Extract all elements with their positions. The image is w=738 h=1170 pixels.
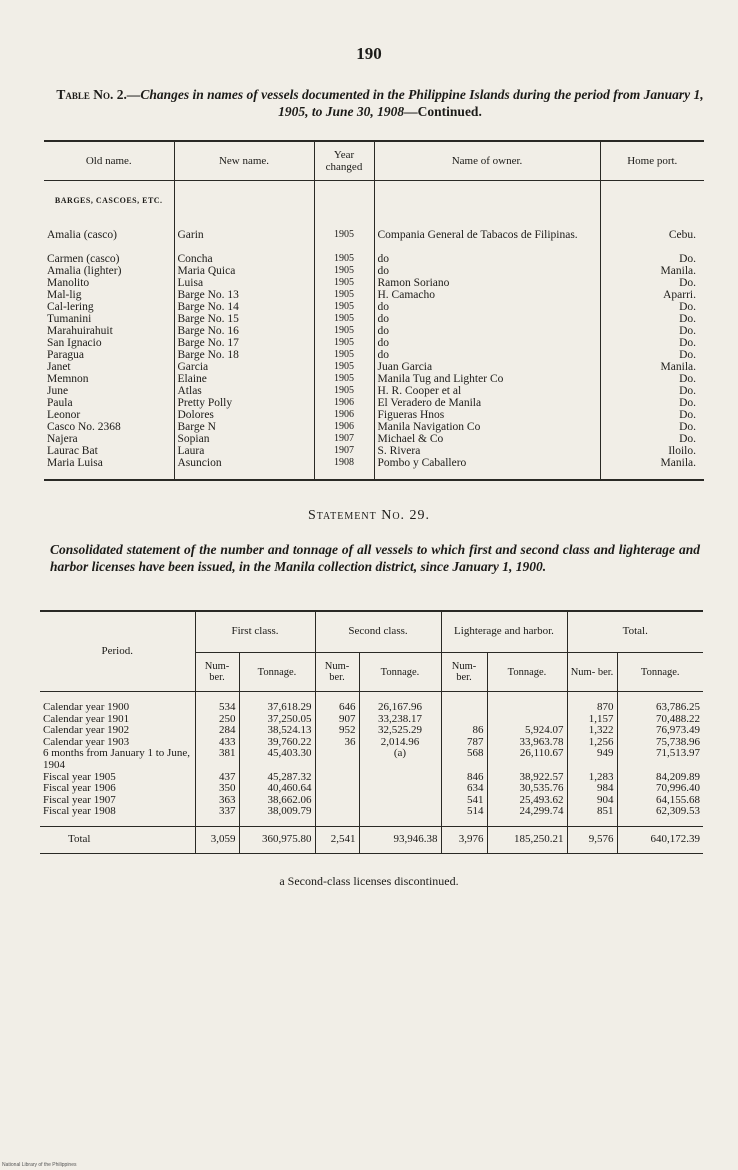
owner-cell: H. R. Cooper et al (374, 385, 600, 397)
home-port-cell: Do. (679, 337, 696, 349)
lighterage-tonnage-cell: 33,963.78 (487, 737, 567, 749)
section-heading-row (44, 181, 704, 230)
lighterage-number-cell: 86 (441, 725, 487, 737)
table-row (44, 301, 704, 313)
owner-cell: do (374, 349, 600, 361)
lighterage-tonnage-cell: 30,535.76 (487, 783, 567, 795)
second-class-tonnage-cell (359, 795, 441, 807)
lighterage-number-cell: 541 (441, 795, 487, 807)
total-tonnage-cell: 71,513.97 (656, 747, 700, 760)
table-row (44, 229, 704, 241)
second-class-tonnage-cell (359, 806, 441, 826)
old-name-cell: Janet (44, 361, 174, 373)
new-name-cell: Elaine (174, 373, 314, 385)
home-port-cell: Do. (679, 373, 696, 385)
total-number-cell: 1,157 (567, 714, 617, 726)
second-class-tonnage-cell: 93,946.38 (359, 826, 441, 853)
table-row (40, 806, 703, 826)
period-cell: Calendar year 1902 (40, 725, 195, 737)
total-tonnage-cell: 70,996.40 (656, 782, 700, 795)
lighterage-number-cell (441, 692, 487, 714)
first-class-number-cell: 433 (195, 737, 239, 749)
owner-cell: do (374, 241, 600, 265)
table-row (44, 421, 704, 433)
total-number-cell: 984 (567, 783, 617, 795)
period-cell: Calendar year 1903 (40, 737, 195, 749)
home-port-cell: Cebu. (668, 229, 696, 241)
table-caption (50, 86, 710, 120)
col-header-number: Num- ber. (441, 653, 487, 692)
first-class-tonnage-cell: 39,760.22 (239, 737, 315, 749)
owner-cell: Pombo y Caballero (374, 457, 600, 480)
col-header-home-port: Home port. (600, 141, 704, 181)
second-class-tonnage-cell: 32,525.29 (359, 725, 441, 737)
second-class-number-cell (315, 783, 359, 795)
lighterage-tonnage-cell: 38,922.57 (487, 772, 567, 784)
home-port-cell: Do. (679, 325, 696, 337)
total-tonnage-cell: 63,786.25 (656, 701, 700, 713)
new-name-cell: Barge No. 16 (174, 325, 314, 337)
total-number-cell: 851 (567, 806, 617, 826)
home-port-cell: Do. (679, 313, 696, 325)
lighterage-tonnage-cell: 25,493.62 (487, 795, 567, 807)
home-port-cell: Do. (679, 397, 696, 409)
owner-cell: H. Camacho (374, 289, 600, 301)
old-name-cell: San Ignacio (44, 337, 174, 349)
lighterage-tonnage-cell: 26,110.67 (487, 748, 567, 771)
period-cell: Fiscal year 1905 (40, 772, 195, 784)
old-name-cell: June (44, 385, 174, 397)
old-name-cell: Leonor (44, 409, 174, 421)
second-class-tonnage-cell (359, 772, 441, 784)
licenses-table-body (40, 692, 703, 854)
first-class-number-cell: 350 (195, 783, 239, 795)
home-port-cell: Manila. (660, 457, 696, 469)
second-class-number-cell: 36 (315, 737, 359, 749)
table-row (44, 445, 704, 457)
first-class-tonnage-cell: 37,618.29 (239, 692, 315, 714)
owner-cell: do (374, 265, 600, 277)
col-header-old-name: Old name. (44, 141, 174, 181)
first-class-tonnage-cell: 38,009.79 (239, 806, 315, 826)
new-name-cell: Barge No. 18 (174, 349, 314, 361)
new-name-cell: Dolores (174, 409, 314, 421)
new-name-cell: Garcia (174, 361, 314, 373)
year-cell: 1905 (314, 229, 374, 241)
new-name-cell: Maria Quica (174, 265, 314, 277)
owner-cell: Michael & Co (374, 433, 600, 445)
table-row (40, 783, 703, 795)
new-name-cell: Atlas (174, 385, 314, 397)
second-class-number-cell (315, 748, 359, 771)
period-cell: Fiscal year 1908 (40, 806, 195, 826)
year-cell: 1905 (314, 265, 374, 277)
first-class-tonnage-cell: 45,403.30 (239, 748, 315, 771)
home-port-cell: Manila. (660, 265, 696, 277)
old-name-cell: Manolito (44, 277, 174, 289)
owner-cell: S. Rivera (374, 445, 600, 457)
second-class-number-cell: 2,541 (315, 826, 359, 853)
empty-cell (600, 181, 704, 230)
first-class-number-cell: 337 (195, 806, 239, 826)
total-tonnage-cell: 62,309.53 (656, 805, 700, 818)
year-cell: 1905 (314, 301, 374, 313)
owner-cell: Ramon Soriano (374, 277, 600, 289)
period-cell: Calendar year 1901 (40, 714, 195, 726)
table-row (44, 385, 704, 397)
col-header-tonnage: Tonnage. (359, 653, 441, 692)
col-header-tonnage: Tonnage. (239, 653, 315, 692)
lighterage-tonnage-cell: 185,250.21 (487, 826, 567, 853)
lighterage-tonnage-cell (487, 692, 567, 714)
second-class-number-cell: 952 (315, 725, 359, 737)
new-name-cell: Laura (174, 445, 314, 457)
new-name-cell: Barge No. 15 (174, 313, 314, 325)
year-cell: 1905 (314, 373, 374, 385)
first-class-number-cell: 381 (195, 748, 239, 771)
year-cell: 1906 (314, 397, 374, 409)
second-class-tonnage-cell: (a) (359, 748, 441, 771)
owner-cell: do (374, 325, 600, 337)
home-port-cell: Do. (679, 301, 696, 313)
first-class-number-cell: 3,059 (195, 826, 239, 853)
period-cell: 6 months from January 1 to June, 1904 (40, 748, 195, 771)
table-row (44, 361, 704, 373)
lighterage-number-cell: 568 (441, 748, 487, 771)
lighterage-tonnage-cell: 5,924.07 (487, 725, 567, 737)
new-name-cell: Barge No. 13 (174, 289, 314, 301)
old-name-cell: Amalia (lighter) (44, 265, 174, 277)
owner-cell: El Veradero de Manila (374, 397, 600, 409)
total-number-cell: 1,322 (567, 725, 617, 737)
watermark: National Library of the Philippines (2, 1162, 77, 1168)
table-caption-lead: Table No. 2. (56, 87, 127, 102)
first-class-number-cell: 363 (195, 795, 239, 807)
year-cell: 1905 (314, 313, 374, 325)
first-class-number-cell: 437 (195, 772, 239, 784)
total-number-cell: 1,256 (567, 737, 617, 749)
table-row (44, 457, 704, 480)
first-class-number-cell: 534 (195, 692, 239, 714)
second-class-tonnage-cell: 33,238.17 (359, 714, 441, 726)
table-row (44, 349, 704, 361)
old-name-cell: Paula (44, 397, 174, 409)
first-class-tonnage-cell: 37,250.05 (239, 714, 315, 726)
second-class-number-cell (315, 795, 359, 807)
year-cell: 1906 (314, 409, 374, 421)
total-number-cell: 1,283 (567, 772, 617, 784)
year-cell: 1905 (314, 349, 374, 361)
col-header-owner: Name of owner. (374, 141, 600, 181)
owner-cell: Juan Garcia (374, 361, 600, 373)
total-row (40, 826, 703, 853)
owner-cell: Compania General de Tabacos de Filipinas. (374, 229, 600, 241)
second-class-tonnage-cell: 26,167.96 (359, 692, 441, 714)
new-name-cell: Luisa (174, 277, 314, 289)
col-header-tonnage: Tonnage. (617, 653, 703, 692)
year-cell: 1905 (314, 241, 374, 265)
total-tonnage-cell: 64,155.68 (656, 793, 700, 806)
lighterage-number-cell: 634 (441, 783, 487, 795)
old-name-cell: Tumanini (44, 313, 174, 325)
home-port-cell: Aparri. (663, 289, 696, 301)
old-name-cell: Mal-lig (44, 289, 174, 301)
table-row (44, 289, 704, 301)
total-tonnage-cell: 70,488.22 (656, 712, 700, 725)
first-class-tonnage-cell: 45,287.32 (239, 772, 315, 784)
new-name-cell: Barge N (174, 421, 314, 433)
period-cell: Total (40, 826, 195, 853)
second-class-number-cell (315, 806, 359, 826)
table-row (40, 748, 703, 771)
owner-cell: Manila Tug and Lighter Co (374, 373, 600, 385)
first-class-tonnage-cell: 360,975.80 (239, 826, 315, 853)
empty-cell (314, 181, 374, 230)
table-row (44, 313, 704, 325)
second-class-number-cell (315, 772, 359, 784)
new-name-cell: Pretty Polly (174, 397, 314, 409)
second-class-number-cell: 907 (315, 714, 359, 726)
owner-cell: Manila Navigation Co (374, 421, 600, 433)
home-port-cell: Do. (679, 421, 696, 433)
col-header-first-class: First class. (195, 611, 315, 653)
second-class-tonnage-cell (359, 783, 441, 795)
year-cell: 1905 (314, 277, 374, 289)
col-header-number: Num- ber. (567, 653, 617, 692)
old-name-cell: Memnon (44, 373, 174, 385)
col-header-new-name: New name. (174, 141, 314, 181)
table-row (44, 277, 704, 289)
first-class-tonnage-cell: 38,662.06 (239, 795, 315, 807)
owner-cell: Figueras Hnos (374, 409, 600, 421)
home-port-cell: Manila. (660, 361, 696, 373)
table-row (44, 409, 704, 421)
year-cell: 1905 (314, 289, 374, 301)
year-cell: 1906 (314, 421, 374, 433)
lighterage-number-cell: 3,976 (441, 826, 487, 853)
home-port-cell: Do. (679, 253, 696, 265)
old-name-cell: Amalia (casco) (44, 229, 174, 241)
period-cell: Calendar year 1900 (40, 692, 195, 714)
new-name-cell: Asuncion (174, 457, 314, 480)
old-name-cell: Laurac Bat (44, 445, 174, 457)
old-name-cell: Paragua (44, 349, 174, 361)
col-header-tonnage: Tonnage. (487, 653, 567, 692)
footnote: a Second-class licenses discontinued. (279, 874, 459, 888)
col-header-period: Period. (40, 611, 195, 692)
new-name-cell: Sopian (174, 433, 314, 445)
home-port-cell: Do. (679, 385, 696, 397)
home-port-cell: Do. (679, 433, 696, 445)
year-cell: 1905 (314, 361, 374, 373)
new-name-cell: Concha (174, 241, 314, 265)
period-cell: Fiscal year 1906 (40, 783, 195, 795)
table-row (44, 265, 704, 277)
total-number-cell: 949 (567, 748, 617, 771)
lighterage-tonnage-cell: 24,299.74 (487, 806, 567, 826)
page-number: 190 (356, 44, 382, 63)
statement-heading: Statement No. 29. (307, 508, 431, 523)
table-caption-continued: —Continued. (404, 104, 482, 119)
new-name-cell: Garin (174, 229, 314, 241)
table-row (44, 373, 704, 385)
statement-caption: Consolidated statement of the number and tonnage of all vessels to which first and second class and lighterage and harbor licenses have been issued, in the Manila collection district, since January 1, 1900. (50, 542, 700, 574)
col-header-number: Num- ber. (195, 653, 239, 692)
table-caption-title: —Changes in names of vessels documented in the Philippine Islands during the period from January 1, 1905, to June 30, 1908 (126, 87, 704, 119)
lighterage-number-cell: 787 (441, 737, 487, 749)
first-class-tonnage-cell: 40,460.64 (239, 783, 315, 795)
old-name-cell: Najera (44, 433, 174, 445)
owner-cell: do (374, 301, 600, 313)
owner-cell: do (374, 337, 600, 349)
old-name-cell: Maria Luisa (44, 457, 174, 480)
table-row (44, 325, 704, 337)
col-header-second-class: Second class. (315, 611, 441, 653)
vessel-table-body (44, 181, 704, 481)
licenses-table (40, 610, 703, 854)
table-header-row (44, 141, 704, 181)
owner-cell: do (374, 313, 600, 325)
col-header-year-changed: Year changed (314, 141, 374, 181)
first-class-number-cell: 284 (195, 725, 239, 737)
first-class-number-cell: 250 (195, 714, 239, 726)
old-name-cell: Cal-lering (44, 301, 174, 313)
year-cell: 1907 (314, 433, 374, 445)
vessel-name-changes-table (44, 140, 704, 481)
new-name-cell: Barge No. 14 (174, 301, 314, 313)
table-row (40, 692, 703, 714)
total-number-cell: 904 (567, 795, 617, 807)
table-row (44, 433, 704, 445)
total-tonnage-cell: 76,973.49 (656, 724, 700, 737)
section-heading: BARGES, CASCOES, ETC. (44, 181, 174, 230)
table-row (44, 337, 704, 349)
home-port-cell: Iloilo. (668, 445, 696, 457)
col-header-number: Num- ber. (315, 653, 359, 692)
year-cell: 1907 (314, 445, 374, 457)
year-cell: 1908 (314, 457, 374, 480)
lighterage-number-cell: 846 (441, 772, 487, 784)
second-class-number-cell: 646 (315, 692, 359, 714)
table-row (44, 397, 704, 409)
table-row (44, 241, 704, 265)
total-tonnage-cell: 640,172.39 (617, 826, 703, 853)
total-tonnage-cell: 84,209.89 (656, 770, 700, 783)
home-port-cell: Do. (679, 349, 696, 361)
year-cell: 1905 (314, 325, 374, 337)
lighterage-number-cell: 514 (441, 806, 487, 826)
group-header-row (40, 611, 703, 653)
total-tonnage-cell: 75,738.96 (656, 735, 700, 748)
col-header-total: Total. (567, 611, 703, 653)
old-name-cell: Casco No. 2368 (44, 421, 174, 433)
total-number-cell: 9,576 (567, 826, 617, 853)
year-cell: 1905 (314, 337, 374, 349)
new-name-cell: Barge No. 17 (174, 337, 314, 349)
home-port-cell: Do. (679, 277, 696, 289)
first-class-tonnage-cell: 38,524.13 (239, 725, 315, 737)
year-cell: 1905 (314, 385, 374, 397)
total-number-cell: 870 (567, 692, 617, 714)
second-class-tonnage-cell: 2,014.96 (359, 737, 441, 749)
old-name-cell: Carmen (casco) (44, 241, 174, 265)
empty-cell (374, 181, 600, 230)
empty-cell (174, 181, 314, 230)
home-port-cell: Do. (679, 409, 696, 421)
old-name-cell: Marahuirahuit (44, 325, 174, 337)
period-cell: Fiscal year 1907 (40, 795, 195, 807)
col-header-lighterage: Lighterage and harbor. (441, 611, 567, 653)
